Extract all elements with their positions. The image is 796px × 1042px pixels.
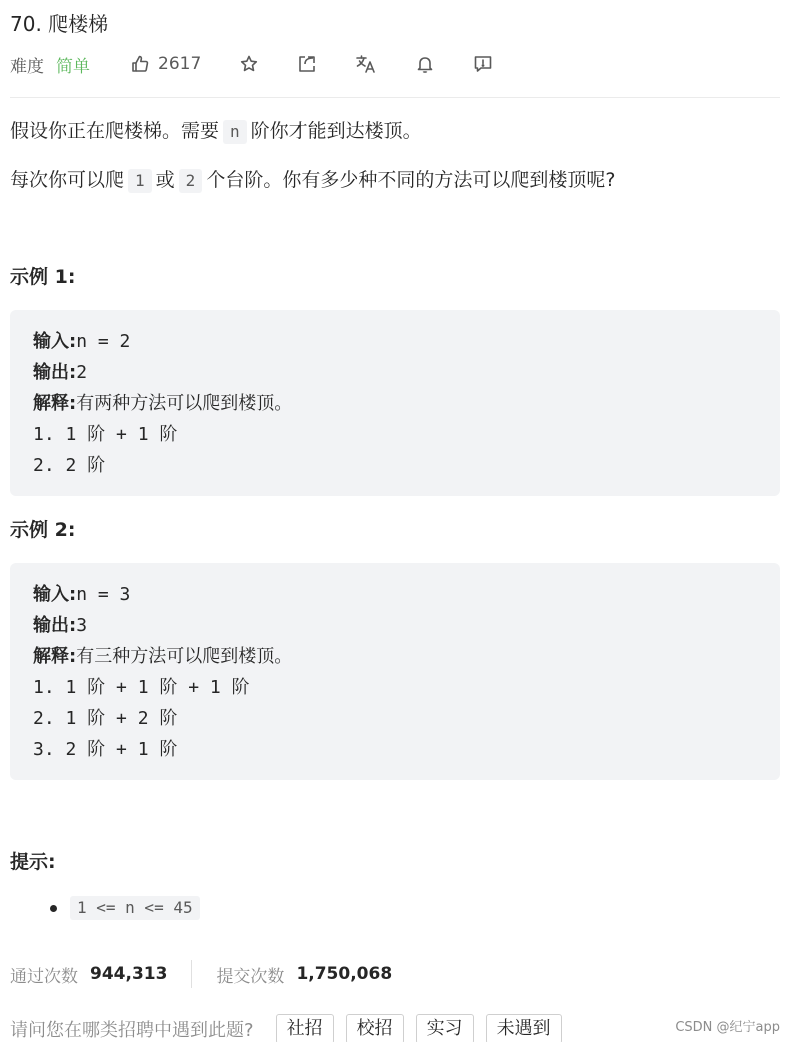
watermark: CSDN @纪宁app (675, 1020, 780, 1035)
example-1-step: 1. 1 阶 + 1 阶 (33, 424, 178, 445)
translate-icon (355, 54, 377, 74)
example-2-output: 输出:3 (33, 615, 88, 636)
favorite-button[interactable] (239, 54, 259, 74)
example-2-input: 输入:n = 3 (33, 584, 131, 605)
example-1-output: 输出:2 (33, 362, 88, 383)
recruit-survey (10, 1014, 574, 1042)
submission-stats (10, 958, 392, 990)
example-2-step: 3. 2 阶 + 1 阶 (33, 739, 178, 760)
translate-button[interactable] (355, 54, 377, 74)
like-button[interactable] (130, 54, 201, 74)
inline-code-1: 1 (128, 169, 152, 193)
example-2-explain: 解释:有三种方法可以爬到楼顶。 (33, 646, 293, 667)
accepted-label: 通过次数 (10, 966, 78, 987)
problem-meta-bar (10, 50, 493, 78)
like-count: 2617 (158, 54, 202, 74)
hint-list (50, 896, 204, 920)
inline-code-2: 2 (179, 169, 203, 193)
tag-social-recruit[interactable]: 社招 (276, 1014, 334, 1042)
hints-title: 提示: (10, 851, 56, 873)
example-1-explain: 解释:有两种方法可以爬到楼顶。 (33, 393, 293, 414)
difficulty-label: 难度 (10, 56, 44, 77)
inline-code-n: n (223, 120, 247, 144)
example-2-box (10, 563, 780, 780)
thumbs-up-icon (130, 54, 150, 74)
tag-internship[interactable]: 实习 (416, 1014, 474, 1042)
star-icon (239, 54, 259, 74)
bell-icon (415, 54, 435, 74)
recruit-question: 请问您在哪类招聘中遇到此题? (10, 1020, 254, 1041)
difficulty-badge: 简单 (56, 56, 90, 77)
example-1-step: 2. 2 阶 (33, 455, 106, 476)
example-1-box (10, 310, 780, 496)
example-2-title: 示例 2: (10, 519, 76, 541)
accepted-count: 944,313 (90, 964, 168, 984)
stats-divider (191, 960, 192, 988)
problem-title: 70. 爬楼梯 (10, 12, 109, 36)
submitted-label: 提交次数 (216, 966, 285, 987)
share-button[interactable] (297, 54, 317, 74)
example-1-title: 示例 1: (10, 266, 76, 288)
feedback-button[interactable] (473, 54, 493, 74)
share-icon (297, 54, 317, 74)
bullet-icon (50, 905, 57, 912)
hint-constraint: 1 <= n <= 45 (70, 896, 200, 920)
example-2-step: 2. 1 阶 + 2 阶 (33, 708, 178, 729)
tag-not-encountered[interactable]: 未遇到 (486, 1014, 562, 1042)
example-1-input: 输入:n = 2 (33, 331, 131, 352)
description-line-1: 假设你正在爬楼梯。需要 n 阶你才能到达楼顶。 (10, 120, 422, 142)
submitted-count: 1,750,068 (296, 964, 393, 984)
feedback-icon (473, 54, 493, 74)
description-line-2: 每次你可以爬 1 或 2 个台阶。你有多少种不同的方法可以爬到楼顶呢? (10, 169, 616, 191)
example-2-step: 1. 1 阶 + 1 阶 + 1 阶 (33, 677, 250, 698)
tag-campus-recruit[interactable]: 校招 (346, 1014, 404, 1042)
header-divider (10, 97, 780, 98)
subscribe-button[interactable] (415, 54, 435, 74)
